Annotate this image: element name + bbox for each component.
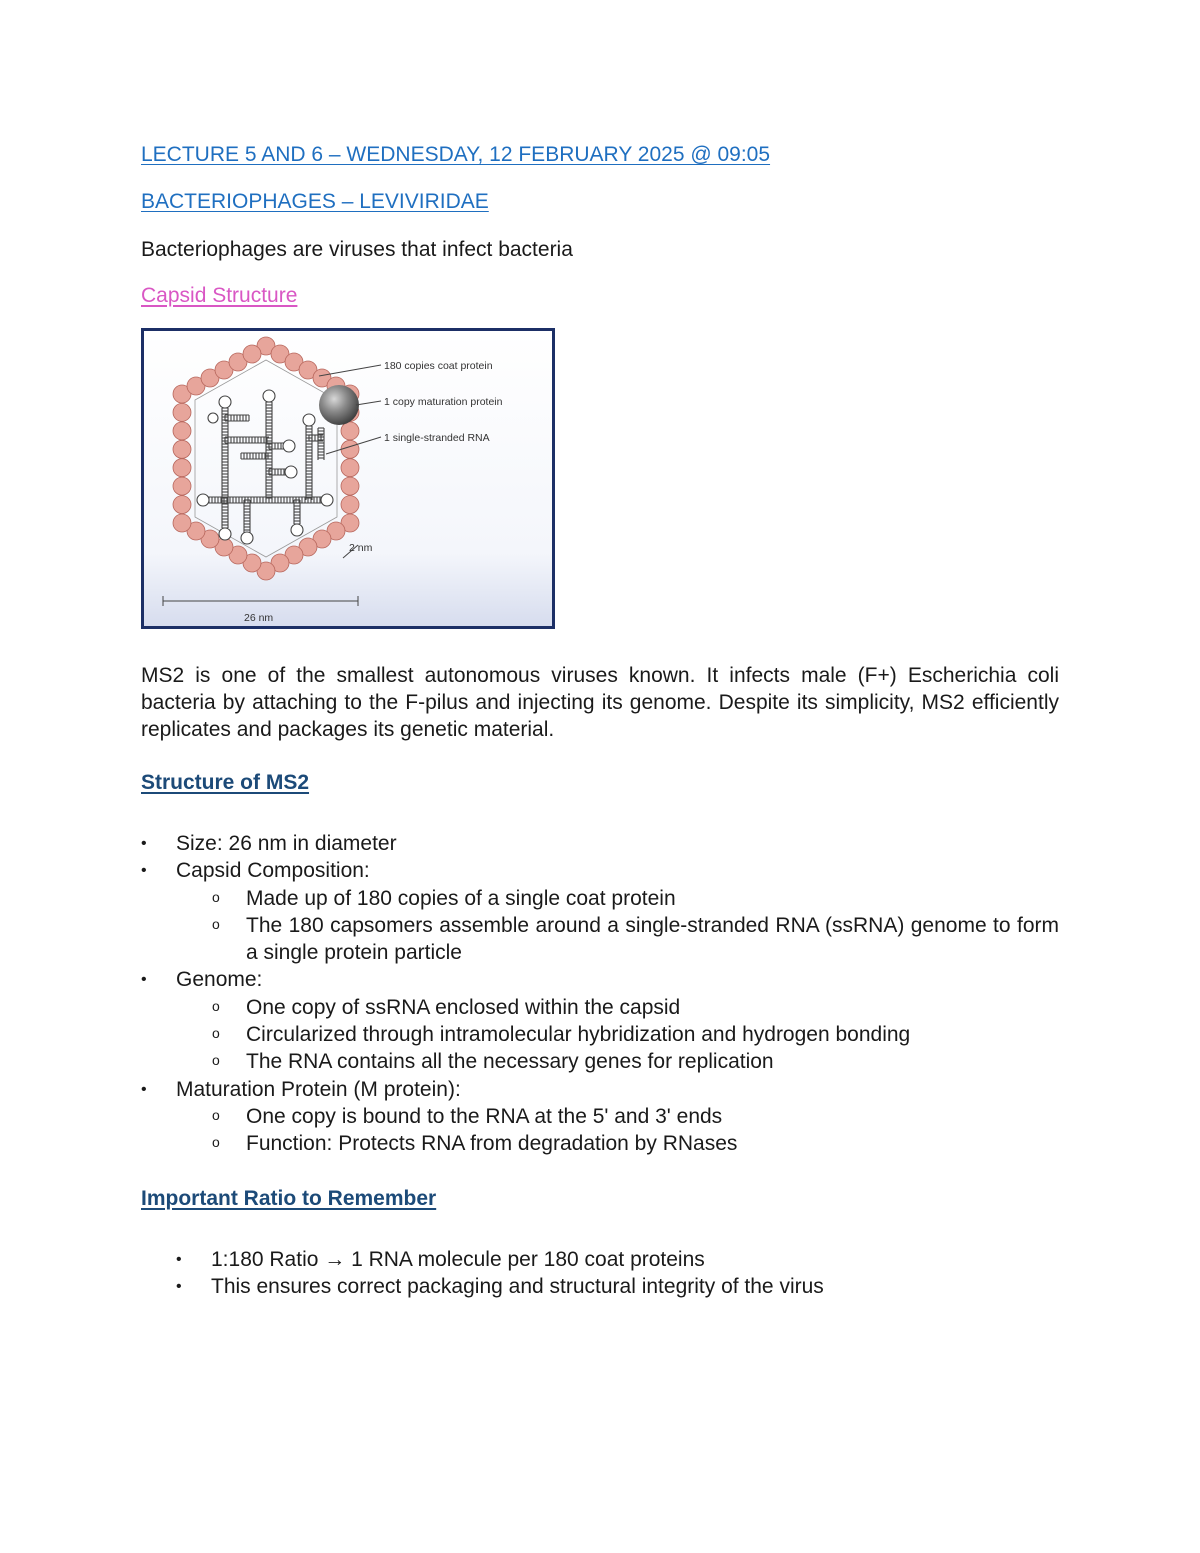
rna-loop <box>285 466 297 478</box>
structure-subitem-text: Circularized through intramolecular hybridization and hydrogen bonding <box>246 1023 911 1047</box>
sub-bullet-icon: o <box>212 997 220 1014</box>
structure-subitem <box>141 912 1059 967</box>
capsid-heading: Capsid Structure <box>141 284 298 307</box>
coat-protein-bead <box>173 440 191 458</box>
label-2nm: 2 nm <box>349 542 373 554</box>
structure-item-text: Size: 26 nm in diameter <box>176 832 397 855</box>
bullet-icon: • <box>141 862 147 880</box>
sub-bullet-icon: o <box>212 1106 220 1123</box>
bullet-icon: • <box>141 1080 147 1098</box>
rna-loop <box>219 528 231 540</box>
sub-bullet-icon: o <box>212 888 220 905</box>
ratio-heading: Important Ratio to Remember <box>141 1187 437 1210</box>
coat-protein-bead <box>341 459 359 477</box>
rna-loop <box>291 524 303 536</box>
coat-protein-bead <box>341 477 359 495</box>
rna-loop <box>197 494 209 506</box>
ratio-list <box>176 1246 1059 1301</box>
structure-item-text: Genome: <box>176 968 263 992</box>
structure-item-text: Maturation Protein (M protein): <box>176 1077 461 1101</box>
coat-protein-bead <box>341 422 359 440</box>
structure-item-text: Capsid Composition: <box>176 859 370 883</box>
coat-protein-bead <box>173 477 191 495</box>
ms2-paragraph: MS2 is one of the smallest autonomous viruses known. It infects male (F+) Escherichia coli bacteria by attaching to the F-pilus and injecting its genome. Despite its simplicity, MS2 efficiently replicates and packages its genetic material. <box>141 664 1059 741</box>
rna-loop <box>219 396 231 408</box>
structure-item <box>141 830 1059 857</box>
capsid-diagram-svg <box>141 328 555 629</box>
label-maturation-protein: 1 copy maturation protein <box>384 396 503 408</box>
coat-protein-bead <box>173 422 191 440</box>
rna-stem <box>222 408 228 528</box>
structure-subitem-text: The 180 capsomers assemble around a single-stranded RNA (ssRNA) genome to form a single protein particle <box>246 913 1059 965</box>
sub-bullet-icon: o <box>212 1134 220 1151</box>
coat-protein-bead <box>243 345 261 363</box>
coat-protein-bead <box>173 403 191 421</box>
sub-bullet-icon: o <box>212 915 220 932</box>
structure-list <box>141 830 1059 1158</box>
structure-subitem <box>141 1048 1059 1075</box>
capsid-diagram <box>141 328 555 629</box>
structure-item <box>141 857 1059 884</box>
rna-loop <box>241 532 253 544</box>
bullet-icon: • <box>141 971 147 989</box>
sub-bullet-icon: o <box>212 1052 220 1069</box>
bullet-icon: • <box>176 1251 182 1268</box>
structure-subitem <box>141 1103 1059 1130</box>
coat-protein-bead <box>173 514 191 532</box>
coat-protein-bead <box>173 459 191 477</box>
label-ssrna: 1 single-stranded RNA <box>384 432 490 444</box>
structure-subitem-text: One copy of ssRNA enclosed within the capsid <box>246 995 681 1019</box>
structure-subitem-text: One copy is bound to the RNA at the 5' and 3' ends <box>246 1104 723 1128</box>
structure-item <box>141 966 1059 993</box>
ratio-item <box>176 1273 1059 1300</box>
rna-loop <box>321 494 333 506</box>
topic-heading: BACTERIOPHAGES – LEVIVIRIDAE <box>141 190 489 213</box>
sub-bullet-icon: o <box>212 1025 220 1042</box>
bullet-icon: • <box>176 1278 182 1296</box>
coat-protein-bead <box>341 440 359 458</box>
label-coat-protein: 180 copies coat protein <box>384 360 493 372</box>
coat-protein-bead <box>173 496 191 514</box>
structure-subitem <box>141 1130 1059 1157</box>
structure-heading: Structure of MS2 <box>141 771 310 794</box>
rna-loop <box>208 413 218 423</box>
structure-subitem <box>141 1021 1059 1048</box>
structure-item <box>141 1076 1059 1103</box>
ratio-item-text: 1:180 Ratio → 1 RNA molecule per 180 coat proteins <box>211 1248 705 1271</box>
bullet-icon: • <box>141 835 147 852</box>
coat-protein-bead <box>341 496 359 514</box>
rna-loop <box>303 414 315 426</box>
structure-subitem-text: The RNA contains all the necessary genes for replication <box>246 1050 774 1074</box>
ratio-item-text: This ensures correct packaging and structural integrity of the virus <box>211 1275 824 1299</box>
intro-text: Bacteriophages are viruses that infect bacteria <box>141 238 573 261</box>
maturation-protein-sphere <box>319 385 359 425</box>
structure-subitem-text: Made up of 180 copies of a single coat protein <box>246 886 676 910</box>
label-26nm: 26 nm <box>244 612 274 624</box>
structure-subitem <box>141 994 1059 1021</box>
structure-subitem-text: Function: Protects RNA from degradation by RNases <box>246 1132 738 1156</box>
rna-loop <box>283 440 295 452</box>
rna-loop <box>263 390 275 402</box>
lecture-heading: LECTURE 5 AND 6 – WEDNESDAY, 12 FEBRUARY 2025 @ 09:05 <box>141 143 771 166</box>
ratio-item <box>176 1246 1059 1273</box>
structure-subitem <box>141 885 1059 912</box>
